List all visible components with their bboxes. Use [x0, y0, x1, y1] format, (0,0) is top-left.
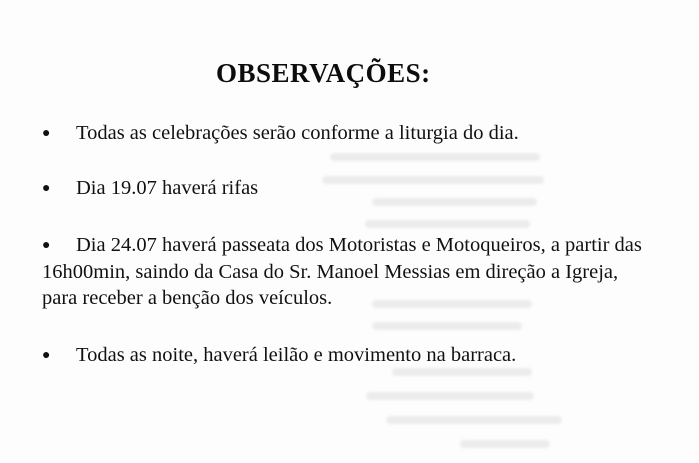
list-item — [42, 232, 642, 311]
list-item — [42, 120, 642, 147]
bleed-through-line — [372, 322, 522, 330]
list-item — [42, 175, 642, 202]
page-title: OBSERVAÇÕES: — [216, 58, 431, 88]
bleed-through-line — [392, 368, 532, 376]
list-item-text: Dia 24.07 haverá passeata dos Motoristas e Motoqueiros, a partir das 16h00min, saindo da Casa do Sr. Manoel Messias em direção a Igreja, para receber a benção dos veículos. — [42, 234, 642, 309]
bullet-icon: ● — [42, 238, 51, 253]
bleed-through-line — [386, 416, 562, 424]
bullet-icon: ● — [42, 126, 51, 141]
bullet-icon: ● — [42, 348, 51, 363]
list-item — [42, 342, 642, 369]
bleed-through-line — [365, 220, 530, 228]
bullet-icon: ● — [42, 181, 51, 196]
list-item-text: Todas as celebrações serão conforme a liturgia do dia. — [76, 122, 519, 144]
bleed-through-line — [366, 392, 534, 400]
list-item-text: Todas as noite, haverá leilão e movimento na barraca. — [76, 344, 517, 366]
bleed-through-line — [330, 153, 540, 161]
list-item-text: Dia 19.07 haverá rifas — [76, 177, 259, 199]
bleed-through-line — [460, 440, 550, 448]
